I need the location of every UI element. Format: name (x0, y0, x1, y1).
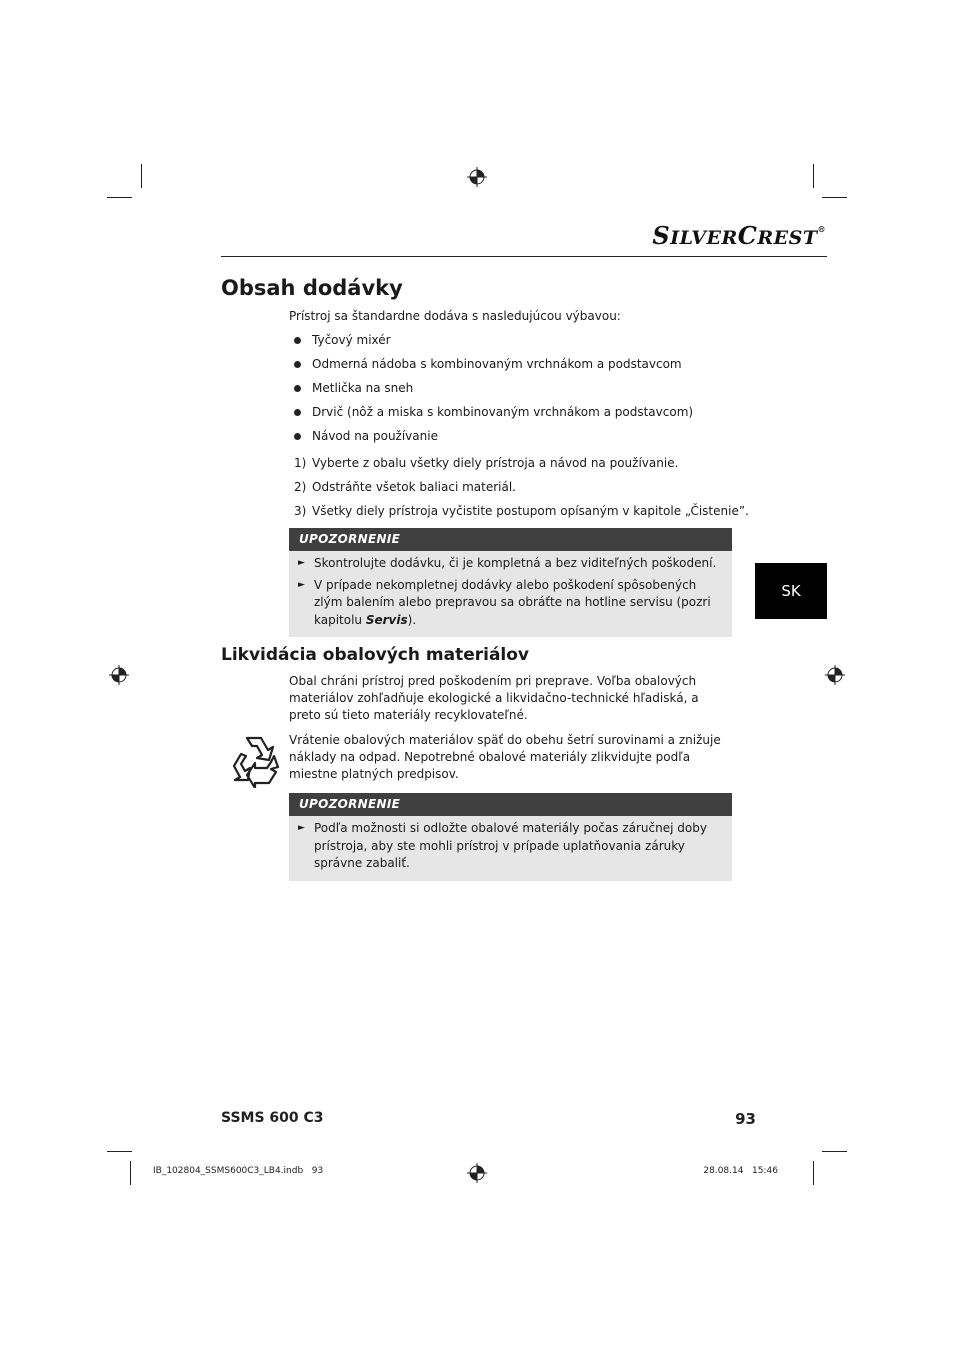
crop-mark (141, 164, 142, 188)
arrow-right-icon: ► (298, 558, 305, 568)
print-slug-file: IB_102804_SSMS600C3_LB4.indb 93 (153, 1166, 324, 1176)
crop-mark (813, 164, 814, 188)
notice-item: ► Skontrolujte dodávku, či je kompletná a bez viditeľných poškodení. (298, 555, 722, 573)
section-title-disposal: Likvidácia obalových materiálov (221, 645, 530, 665)
crop-mark (813, 1161, 814, 1185)
crop-mark (822, 197, 847, 198)
notice-box (289, 528, 732, 637)
contents-list (294, 332, 693, 452)
footer-model: SSMS 600 C3 (221, 1110, 324, 1126)
bullet-dot-icon (294, 361, 301, 368)
arrow-right-icon: ► (298, 823, 305, 833)
step-item: 2) Odstráňte všetok baliaci materiál. (294, 480, 516, 494)
section-title-contents: Obsah dodávky (221, 276, 403, 300)
registration-mark-icon (467, 1163, 487, 1183)
brand-logo: SILVERCREST® (652, 221, 826, 250)
list-item: Drvič (nôž a miska s kombinovaným vrchnákom a podstavcom) (294, 404, 693, 428)
crop-mark (107, 197, 132, 198)
list-item: Tyčový mixér (294, 332, 693, 356)
notice-box (289, 793, 732, 881)
header-rule (221, 256, 827, 257)
recycling-paragraph: Vrátenie obalových materiálov späť do obehu šetrí surovinami a znižuje náklady na odpad. Nepotrebné obalové materiály zlikvidujte podľa miestne platných predpisov. (289, 733, 721, 781)
unpacking-steps (294, 455, 749, 527)
step-item: 1) Vyberte z obalu všetky diely prístroja a návod na používanie. (294, 456, 679, 470)
arrow-right-icon: ► (298, 579, 305, 590)
section-intro: Prístroj sa štandardne dodáva s nasledujúcou výbavou: (289, 309, 621, 323)
notice-heading: UPOZORNENIE (289, 528, 732, 551)
recycle-icon (225, 734, 283, 788)
language-tab: SK (755, 563, 827, 619)
bullet-dot-icon (294, 385, 301, 392)
notice-item: ► Podľa možnosti si odložte obalové materiály počas záručnej doby prístroja, aby ste mohli prístroj v prípade uplatňovania záruky správne zabaliť. (298, 820, 722, 873)
crop-mark (822, 1151, 847, 1152)
notice-heading: UPOZORNENIE (289, 793, 732, 816)
bullet-dot-icon (294, 409, 301, 416)
registration-mark-icon (825, 665, 845, 685)
list-item: Metlička na sneh (294, 380, 693, 404)
bullet-dot-icon (294, 433, 301, 440)
list-item: Odmerná nádoba s kombinovaným vrchnákom a podstavcom (294, 356, 693, 380)
crop-mark (107, 1151, 132, 1152)
page-number: 93 (735, 1110, 756, 1128)
crop-mark (130, 1161, 131, 1185)
chapter-reference: Servis (365, 612, 408, 627)
bullet-dot-icon (294, 337, 301, 344)
disposal-paragraph: Obal chráni prístroj pred poškodením pri preprave. Voľba obalových materiálov zohľadňuje ekologické a likvidačno-technické hľadiská, a preto sú tieto materiály recyklovateľné. (289, 674, 699, 722)
registration-mark-icon (109, 665, 129, 685)
registration-mark-icon (467, 167, 487, 187)
notice-item: ► V prípade nekompletnej dodávky alebo poškodení spôsobených zlým balením alebo prepravou sa obráťte na hotline servisu (pozri kapitolu Servis). (298, 577, 722, 630)
print-slug-datetime: 28.08.14 15:46 (703, 1166, 778, 1176)
list-item: Návod na používanie (294, 428, 693, 452)
step-item: 3) Všetky diely prístroja vyčistite postupom opísaným v kapitole „Čistenie”. (294, 504, 749, 518)
